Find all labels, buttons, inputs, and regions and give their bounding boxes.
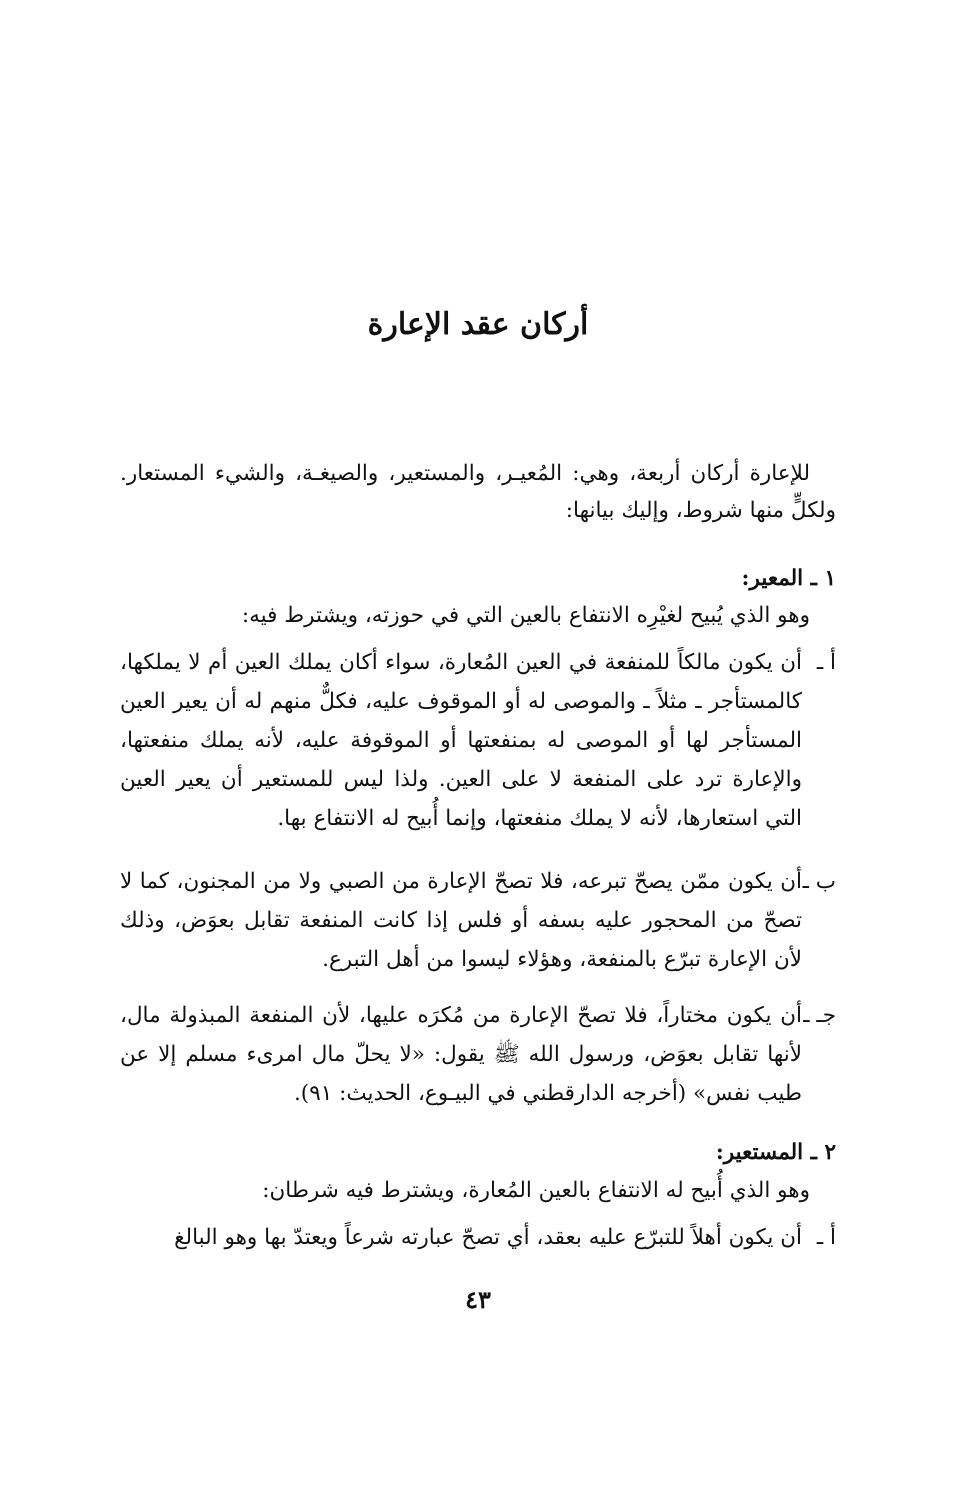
list-item-text: أن يكون أهلاً للتبرّع عليه بعقد، أي تصحّ عبارته شرعاً ويعتدّ بها وهو البالغ (174, 1225, 802, 1250)
list-item-marker: جـ ـ (803, 1003, 836, 1028)
list-item-c (120, 996, 836, 1113)
section-lead-mueer: وهو الذي يُبيح لغيْرِه الانتفاع بالعين التي في حوزته، ويشترط فيه: (241, 603, 810, 628)
list-item-text: أن يكون مختاراً، فلا تصحّ الإعارة من مُكرَه عليها، لأن المنفعة المبذولة مال، لأنها تقابل بعوَض، ورسول الله ﷺ يقول: «لا يحلّ مال امرىء مسلم إلا عن طيب نفس» (أخرجه الدارقطني في البيـوع، الحديث: ٩١). (120, 1003, 802, 1106)
list-item-text: أن يكون ممّن يصحّ تبرعه، فلا تصحّ الإعارة من الصبي ولا من المجنون، كما لا تصحّ من المحجور عليه بسفه أو فلس إذا كانت المنفعة تقابل بعوَض، وذلك لأن الإعارة تبرّع بالمنفعة، وهؤلاء ليسوا من أهل التبرع. (120, 869, 802, 972)
list-item-marker: أ ـ (816, 650, 836, 675)
list-item-a-2 (120, 1218, 836, 1257)
list-item-a (120, 643, 836, 838)
section-heading-mueer: ١ ـ المعير: (741, 566, 836, 591)
intro-paragraph (120, 455, 836, 529)
list-item-b (120, 862, 836, 979)
section-lead-mustaeer: وهو الذي أُبيح له الانتفاع بالعين المُعارة، ويشترط فيه شرطان: (262, 1178, 810, 1203)
page-number: ٤٣ (465, 1285, 491, 1314)
list-item-marker: ب ـ (802, 869, 836, 894)
list-item-marker: أ ـ (816, 1225, 836, 1250)
page-title: أركان عقد الإعارة (367, 307, 589, 342)
section-heading-mustaeer: ٢ ـ المستعير: (715, 1140, 836, 1165)
list-item-text: أن يكون مالكاً للمنفعة في العين المُعارة، سواء أكان يملك العين أم لا يملكها، كالمستأجر ـ مثلاً ـ والموصى له أو الموقوف عليه، فكلٌّ منهم له أن يعير العين المستأجر لها أو الموصى له بمنفعتها أو الموقوفة عليه، لأنه يملك منفعتها، والإعارة ترد على المنفعة لا على العين. ولذا ليس للمستعير أن يعير العين التي استعارها، لأنه لا يملك منفعتها، وإنما أُبيح له الانتفاع بها. (120, 650, 802, 831)
intro-text: للإعارة أركان أربعة، وهي: المُعيـر، والمستعير، والصيغـة، والشيء المستعار. ولكلٍّ منها شروط، وإليك بيانها: (120, 461, 836, 523)
